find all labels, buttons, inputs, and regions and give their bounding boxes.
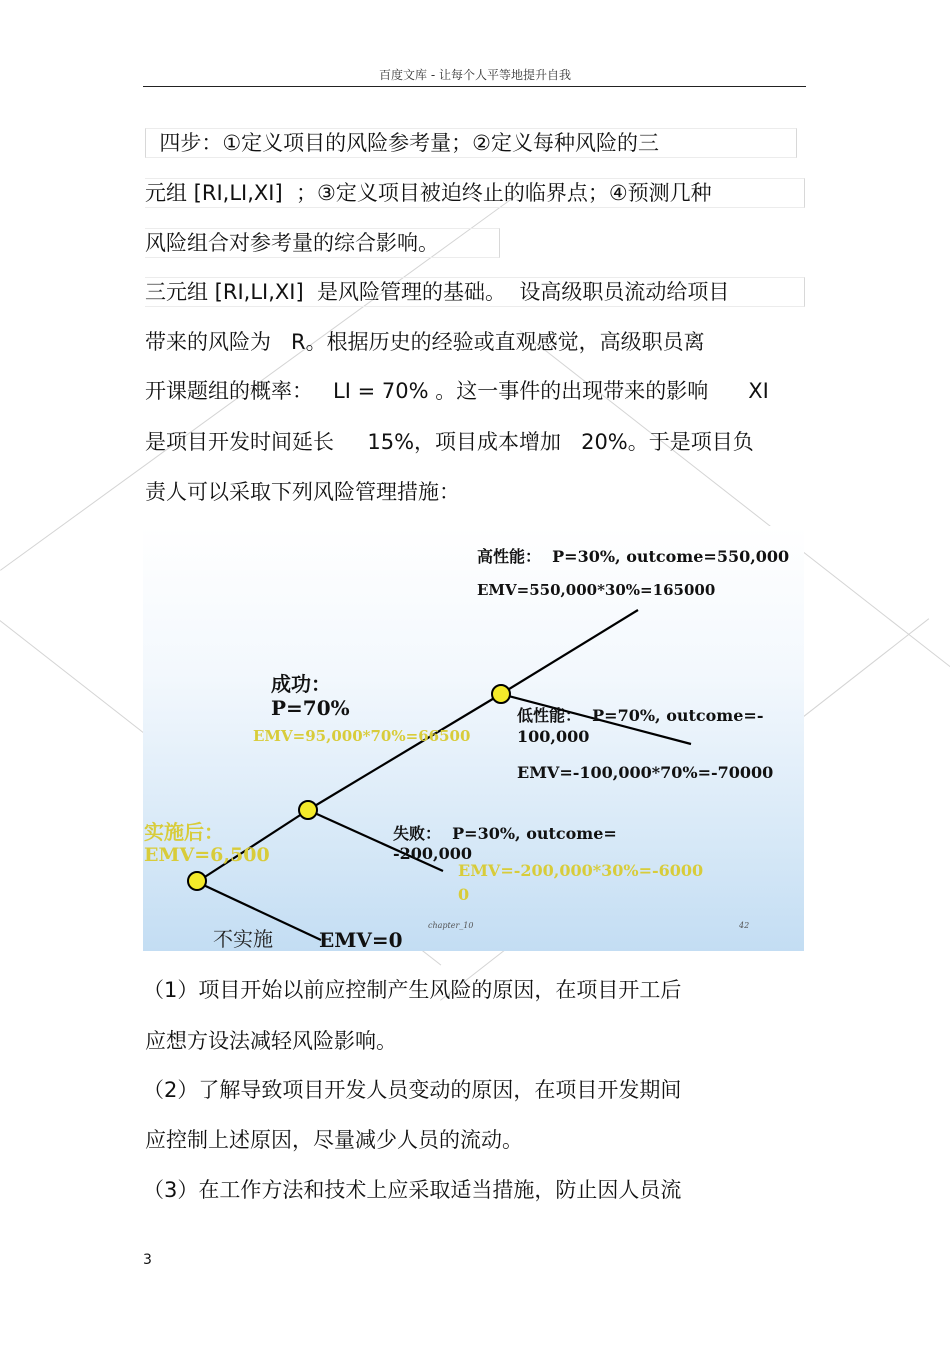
text-line: 带来的风险为 R。根据历史的经验或直观感觉，高级职员离 xyxy=(145,330,705,354)
implement-label: 实施后： xyxy=(144,820,224,844)
high-performance-label: 高性能： P=30%, outcome=550,000 xyxy=(477,547,790,566)
text-line: 元组 [RI,LI,XI] ；③定义项目被迫终止的临界点；④预测几种 xyxy=(145,178,805,208)
header-divider xyxy=(143,86,806,87)
low-performance-emv: EMV=-100,000*70%=-70000 xyxy=(517,763,774,782)
slide-footer-page: 42 xyxy=(739,921,750,930)
failure-emv: EMV=-200,000*30%=-6000 xyxy=(458,861,704,880)
page-number: 3 xyxy=(143,1252,152,1268)
high-performance-emv: EMV=550,000*30%=165000 xyxy=(477,581,716,599)
text-line: 责人可以采取下列风险管理措施： xyxy=(145,480,460,504)
page-header: 百度文库 - 让每个人平等地提升自我 xyxy=(379,68,571,82)
chance-node xyxy=(492,685,510,703)
decision-tree-figure xyxy=(143,526,804,951)
measure-line: 应控制上述原因，尽量减少人员的流动。 xyxy=(145,1128,523,1152)
success-emv: EMV=95,000*70%=66500 xyxy=(253,727,471,745)
no-implement-emv: EMV=0 xyxy=(319,928,403,951)
failure-outcome: -200,000 xyxy=(393,844,473,863)
failure-label: 失败： P=30%, outcome= xyxy=(393,824,617,843)
low-performance-label: 低性能： P=70%, outcome=- xyxy=(517,706,764,725)
text-line: 开课题组的概率： LI = 70% 。这一事件的出现带来的影响 XI xyxy=(145,379,769,403)
text-line: 是项目开发时间延长 15%，项目成本增加 20%。于是项目负 xyxy=(145,430,754,454)
implement-emv: EMV=6,500 xyxy=(144,844,270,866)
text-line: 三元组 [RI,LI,XI] 是风险管理的基础。 设高级职员流动给项目 xyxy=(145,277,805,307)
failure-emv-tail: 0 xyxy=(458,885,470,904)
branch-line xyxy=(501,610,638,694)
success-probability: P=70% xyxy=(271,696,350,720)
measure-line: 应想方设法减轻风险影响。 xyxy=(145,1029,397,1053)
measure-line: （3）在工作方法和技术上应采取适当措施，防止因人员流 xyxy=(143,1178,682,1202)
success-label: 成功： xyxy=(271,672,331,696)
measure-line: （1）项目开始以前应控制产生风险的原因，在项目开工后 xyxy=(143,978,682,1002)
slide-footer-chapter: chapter_10 xyxy=(428,921,474,930)
decision-node xyxy=(188,872,206,890)
measure-line: （2）了解导致项目开发人员变动的原因，在项目开发期间 xyxy=(143,1078,682,1102)
text-line: 风险组合对参考量的综合影响。 xyxy=(145,228,500,258)
no-implement-label: 不实施 xyxy=(213,927,273,951)
chance-node xyxy=(299,801,317,819)
text-line: 四步：①定义项目的风险参考量；②定义每种风险的三 xyxy=(145,128,797,158)
low-performance-outcome: 100,000 xyxy=(517,727,590,746)
